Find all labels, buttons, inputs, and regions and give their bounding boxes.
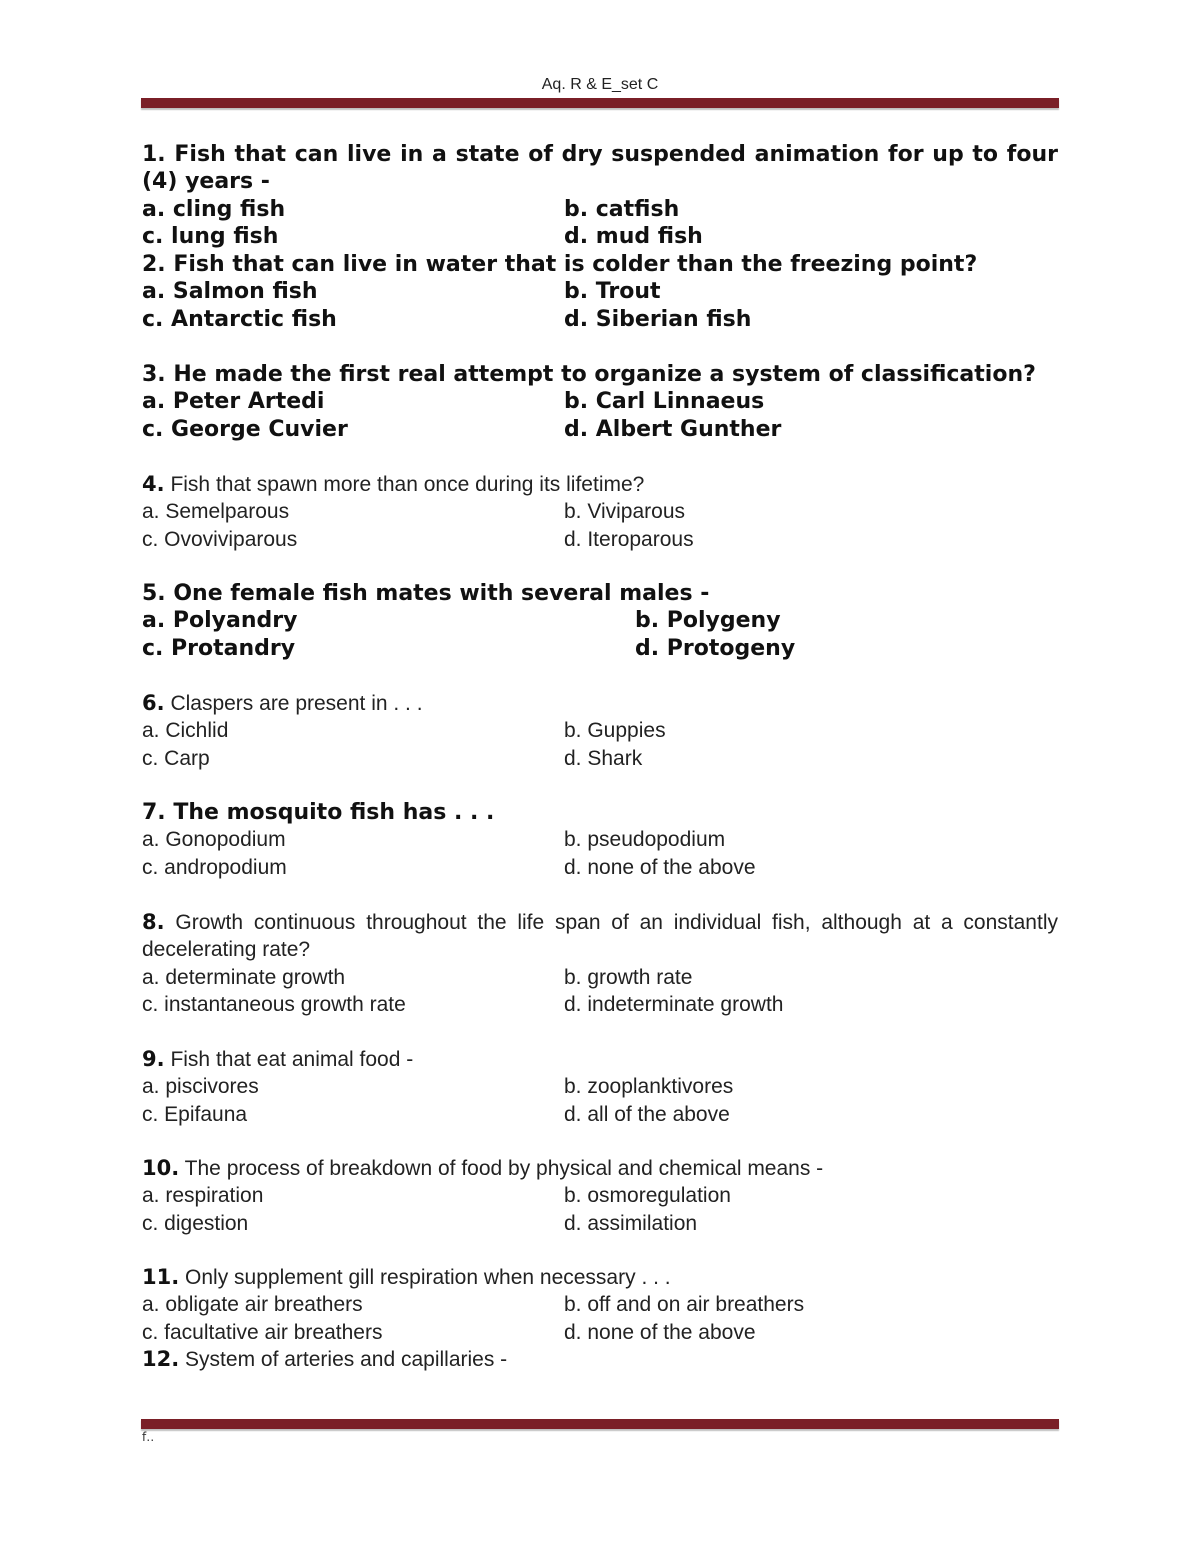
option-b: b. Trout — [564, 279, 661, 305]
question-7 — [142, 799, 1058, 909]
option-a: a. Gonopodium — [142, 828, 286, 852]
option-c: c. Ovoviviparous — [142, 527, 298, 551]
question-9 — [142, 1046, 1058, 1155]
question-3 — [142, 361, 1058, 471]
question-2 — [142, 251, 1058, 361]
option-d: d. Iteroparous — [564, 527, 694, 551]
question-list — [142, 141, 1058, 1373]
option-d: d. indeterminate growth — [564, 993, 784, 1017]
option-c: c. George Cuvier — [142, 416, 348, 442]
question-12 — [142, 1346, 1058, 1373]
question-1-options — [142, 196, 1058, 251]
option-a: a. determinate growth — [142, 965, 346, 989]
option-b: b. zooplanktivores — [564, 1075, 734, 1099]
option-b: b. off and on air breathers — [564, 1293, 805, 1317]
question-6-text: 6. Claspers are present in . . . — [142, 691, 423, 715]
question-12-text: 12. System of arteries and capillaries - — [142, 1347, 508, 1371]
option-d: d. none of the above — [564, 855, 756, 879]
option-d: d. mud fish — [564, 224, 703, 250]
question-10-text: 10. The process of breakdown of food by physical and chemical means - — [142, 1156, 824, 1180]
question-2-options — [142, 278, 1058, 333]
option-c: c. instantaneous growth rate — [142, 993, 406, 1017]
question-4-text: 4. Fish that spawn more than once during its lifetime? — [142, 472, 645, 496]
question-4 — [142, 471, 1058, 580]
question-4-options — [142, 498, 1058, 553]
option-c: c. facultative air breathers — [142, 1320, 383, 1344]
question-11 — [142, 1264, 1058, 1346]
option-b: b. osmoregulation — [564, 1184, 731, 1208]
option-a: a. piscivores — [142, 1075, 259, 1099]
question-3-text: 3. He made the first real attempt to organize a system of classification? — [142, 362, 1036, 387]
option-b: b. Carl Linnaeus — [564, 389, 765, 415]
question-9-text: 9. Fish that eat animal food - — [142, 1047, 414, 1071]
question-8 — [142, 909, 1058, 1046]
option-b: b. Guppies — [564, 719, 666, 743]
header-rule — [141, 98, 1059, 108]
question-11-text: 11. Only supplement gill respiration when necessary . . . — [142, 1265, 671, 1289]
option-d: d. Siberian fish — [564, 306, 752, 332]
option-c: c. digestion — [142, 1211, 249, 1235]
question-7-text: 7. The mosquito fish has . . . — [142, 800, 495, 825]
option-c: c. Epifauna — [142, 1102, 248, 1126]
question-1 — [142, 141, 1058, 251]
question-9-options — [142, 1073, 1058, 1128]
option-c: c. Antarctic fish — [142, 306, 337, 332]
option-a: a. Polyandry — [142, 608, 298, 634]
option-a: a. cling fish — [142, 196, 286, 222]
option-a: a. Peter Artedi — [142, 389, 325, 415]
option-d: d. all of the above — [564, 1102, 730, 1126]
question-7-options — [142, 826, 1058, 881]
question-5-text: 5. One female fish mates with several males - — [142, 581, 710, 606]
option-b: b. Viviparous — [564, 500, 686, 524]
option-d: d. Shark — [564, 746, 643, 770]
question-1-text: 1. Fish that can live in a state of dry suspended animation for up to four (4) years - — [142, 142, 1058, 195]
option-d: d. none of the above — [564, 1320, 756, 1344]
option-b: b. Polygeny — [635, 608, 781, 634]
option-a: a. Semelparous — [142, 500, 290, 524]
option-d: d. Protogeny — [635, 635, 796, 661]
option-c: c. lung fish — [142, 224, 279, 250]
option-b: b. catfish — [564, 196, 680, 222]
question-11-options — [142, 1291, 1058, 1346]
question-10 — [142, 1155, 1058, 1264]
option-d: d. Albert Gunther — [564, 416, 782, 442]
question-8-text: 8. Growth continuous throughout the life span of an individual fish, although at a constantly decelerating rate? — [142, 910, 1058, 962]
option-c: c. andropodium — [142, 855, 287, 879]
option-c: c. Protandry — [142, 635, 296, 661]
option-c: c. Carp — [142, 746, 210, 770]
question-2-text: 2. Fish that can live in water that is colder than the freezing point? — [142, 252, 978, 277]
footer-mark: f‥ — [142, 1430, 155, 1444]
question-5-options — [142, 607, 1058, 662]
option-b: b. pseudopodium — [564, 828, 726, 852]
option-a: a. respiration — [142, 1184, 264, 1208]
footer-rule — [141, 1419, 1059, 1429]
question-5 — [142, 580, 1058, 690]
question-6-options — [142, 717, 1058, 772]
header-title: Aq. R & E_set C — [541, 76, 659, 93]
question-3-options — [142, 388, 1058, 443]
question-6 — [142, 690, 1058, 799]
question-8-options — [142, 964, 1058, 1019]
question-10-options — [142, 1182, 1058, 1237]
option-d: d. assimilation — [564, 1211, 698, 1235]
option-b: b. growth rate — [564, 965, 693, 989]
option-a: a. Salmon fish — [142, 279, 318, 305]
option-a: a. obligate air breathers — [142, 1293, 363, 1317]
option-a: a. Cichlid — [142, 719, 229, 743]
